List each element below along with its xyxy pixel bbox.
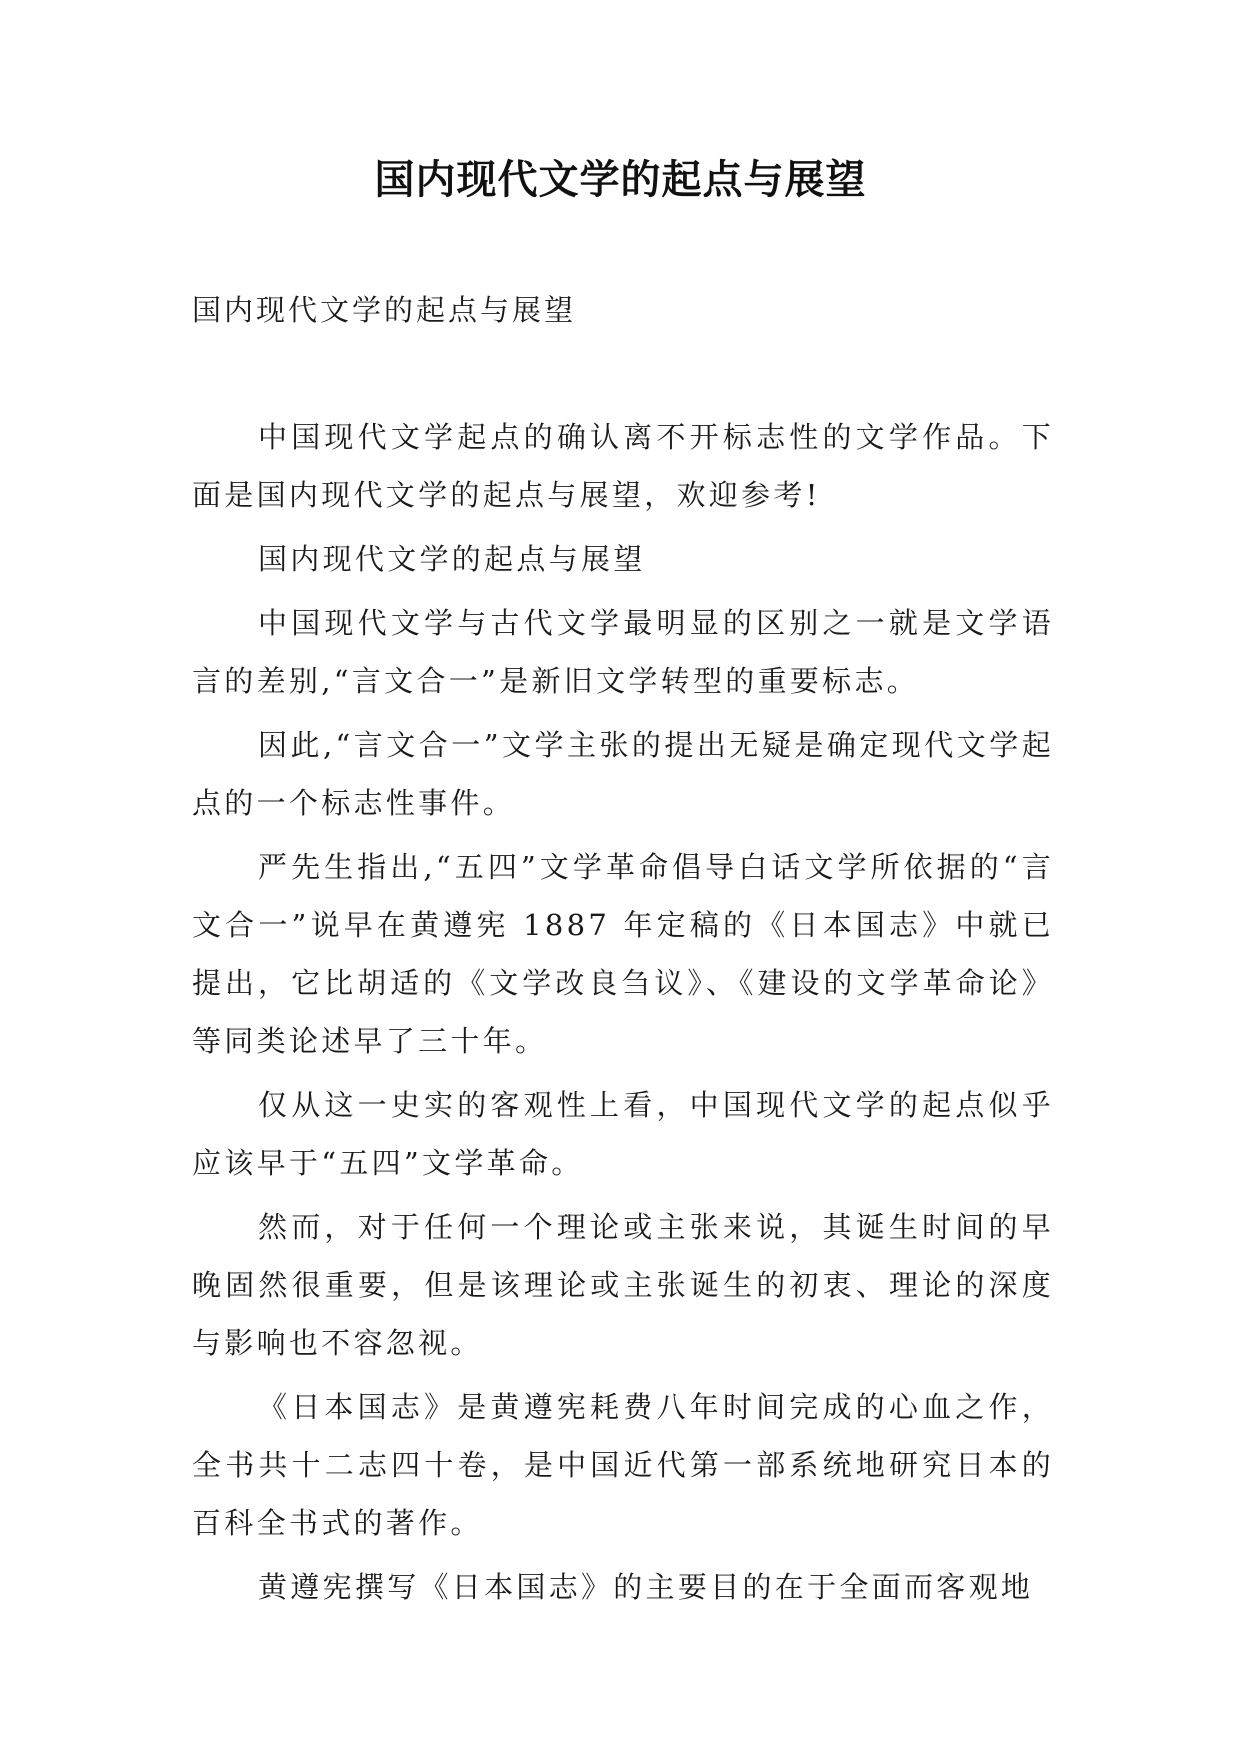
paragraph: 因此,“言文合一”文学主张的提出无疑是确定现代文学起点的一个标志性事件。 xyxy=(192,728,1054,820)
document-body xyxy=(192,408,1054,1622)
paragraph: 然而，对于任何一个理论或主张来说，其诞生时间的早晚固然很重要，但是该理论或主张诞生的初衷、理论的深度与影响也不容忽视。 xyxy=(192,1210,1054,1360)
document-subtitle: 国内现代文学的起点与展望 xyxy=(192,293,577,327)
paragraph: 中国现代文学起点的确认离不开标志性的文学作品。下面是国内现代文学的起点与展望，欢迎参考! xyxy=(192,420,1054,512)
document-title: 国内现代文学的起点与展望 xyxy=(374,157,867,203)
paragraph: 中国现代文学与古代文学最明显的区别之一就是文学语言的差别,“言文合一”是新旧文学转型的重要标志。 xyxy=(192,606,1054,698)
paragraph: 仅从这一史实的客观性上看，中国现代文学的起点似乎应该早于“五四”文学革命。 xyxy=(192,1088,1054,1180)
paragraph: 国内现代文学的起点与展望 xyxy=(258,542,646,576)
paragraph: 严先生指出,“五四”文学革命倡导白话文学所依据的“言文合一”说早在黄遵宪 1887 年定稿的《日本国志》中就已提出，它比胡适的《文学改良刍议》、《建设的文学革命论》等同类论述早了三十年。 xyxy=(192,850,1054,1058)
paragraph: 黄遵宪撰写《日本国志》的主要目的在于全面而客观地 xyxy=(258,1570,1034,1604)
paragraph: 《日本国志》是黄遵宪耗费八年时间完成的心血之作，全书共十二志四十卷，是中国近代第一部系统地研究日本的百科全书式的著作。 xyxy=(192,1390,1054,1540)
